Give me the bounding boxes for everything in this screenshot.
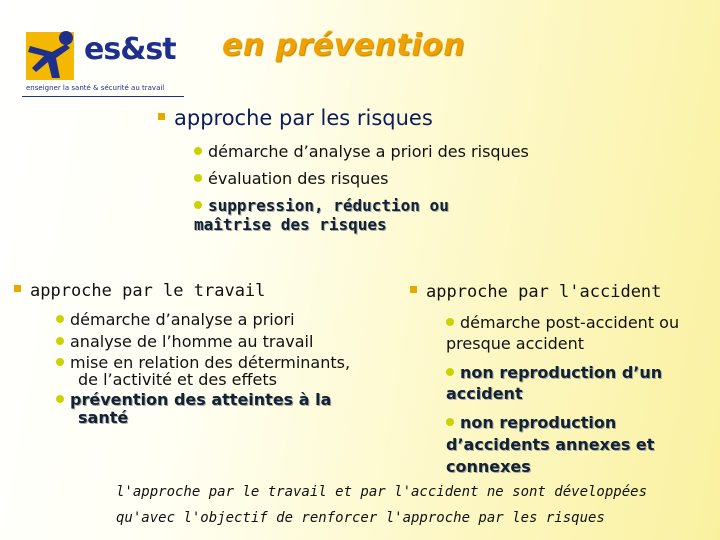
round-bullet-icon (194, 147, 202, 155)
logo-tagline: enseigner la santé & sécurité au travail (26, 84, 165, 92)
main-heading (158, 106, 433, 130)
right-list (446, 312, 696, 478)
left-item: analyse de l’homme au travail (56, 332, 366, 351)
right-item: non reproduction d’accidents annexes et connexes (446, 413, 655, 476)
round-bullet-icon (56, 315, 64, 323)
main-list (194, 142, 554, 234)
square-bullet-icon (158, 113, 165, 120)
left-heading-text: approche par le travail (30, 281, 266, 301)
round-bullet-icon (446, 368, 454, 376)
round-bullet-icon (194, 174, 202, 182)
left-heading (14, 281, 265, 301)
round-bullet-icon (56, 337, 64, 345)
logo-brand: es&st (84, 32, 176, 67)
slide-title: en prévention (222, 28, 466, 63)
square-bullet-icon (14, 285, 21, 292)
right-heading (410, 282, 661, 302)
right-heading-text: approche par l'accident (426, 282, 662, 302)
round-bullet-icon (194, 201, 202, 209)
main-item: démarche d’analyse a priori des risques (194, 142, 554, 161)
left-item: démarche d’analyse a priori (56, 310, 366, 329)
left-list (56, 310, 366, 427)
round-bullet-icon (446, 418, 454, 426)
round-bullet-icon (446, 318, 454, 326)
main-item: évaluation des risques (194, 169, 554, 188)
esst-logo (22, 26, 182, 98)
person-logo-icon (22, 26, 86, 86)
right-item: non reproduction d’un accident (446, 363, 663, 403)
left-item: prévention des atteintes à la santé (56, 391, 366, 427)
main-heading-text: approche par les risques (174, 106, 433, 130)
right-item: démarche post-accident ou presque accident (446, 313, 680, 353)
note-line-1: l'approche par le travail et par l'accident ne sont développées (116, 484, 648, 500)
round-bullet-icon (56, 395, 64, 403)
note-line-2: qu'avec l'objectif de renforcer l'approche par les risques (116, 510, 605, 526)
square-bullet-icon (410, 286, 417, 293)
left-item: mise en relation des déterminants, de l’activité et des effets (56, 354, 366, 388)
main-item: suppression, réduction ou maîtrise des risques (194, 196, 449, 234)
round-bullet-icon (56, 358, 64, 366)
logo-divider (22, 96, 184, 97)
